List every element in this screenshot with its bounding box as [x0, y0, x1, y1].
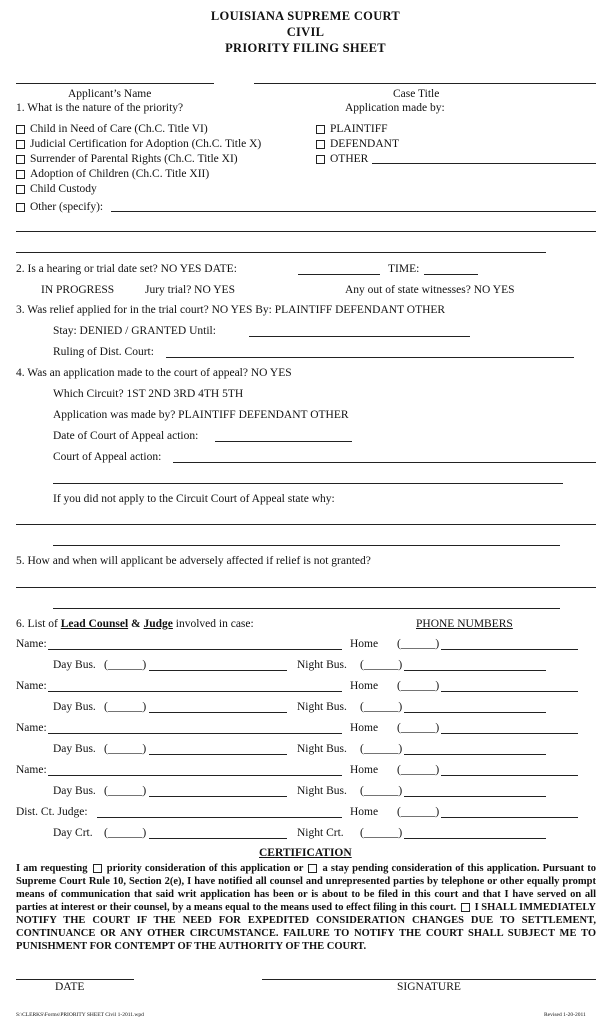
- name-label: Name:: [16, 680, 47, 692]
- other-specify-field[interactable]: [111, 211, 596, 212]
- jury-trial-question: Jury trial? NO YES: [145, 284, 235, 296]
- revision-date: Revised 1-20-2011: [544, 1012, 586, 1018]
- other-party-checkbox[interactable]: [316, 155, 325, 164]
- blank-line[interactable]: [16, 524, 596, 525]
- plaintiff-checkbox[interactable]: [316, 125, 325, 134]
- name-label: Name:: [16, 722, 47, 734]
- cert-part3: a stay pending consideration of this application. Pursuant to Supreme Court Rule 10, Section 2(e), I have notified all counsel and unrepresented parties by telephone or other equally prompt means of communication that said writ application has been or is about to be filed in this court and that I have served on all parties at interest or their counsel, by a means equal to the means used to effect filing in this court.: [16, 863, 596, 913]
- home-label: Home: [350, 806, 379, 818]
- area-code: (______): [397, 722, 440, 734]
- area-code: (______): [360, 785, 403, 797]
- home-phone-field[interactable]: [441, 775, 578, 776]
- stay-label: Stay: DENIED / GRANTED Until:: [53, 325, 216, 337]
- form-title: PRIORITY FILING SHEET: [225, 41, 386, 55]
- certification-text: [16, 862, 596, 953]
- blank-line[interactable]: [53, 608, 560, 609]
- night-bus-phone-field[interactable]: [404, 712, 546, 713]
- q3-question: 3. Was relief applied for in the trial court? NO YES By: PLAINTIFF DEFENDANT OTHER: [16, 304, 446, 316]
- blank-line[interactable]: [16, 231, 596, 232]
- option-label: Judicial Certification for Adoption (Ch.C. Title X): [30, 138, 262, 150]
- night-bus-label: Night Bus.: [297, 701, 347, 713]
- blank-line[interactable]: [53, 545, 560, 546]
- night-bus-phone-field[interactable]: [404, 796, 546, 797]
- file-path: S:\CLERKS\Forms\PRIORITY SHEET Civil 1-2011.wpd: [16, 1012, 144, 1018]
- counsel-name-field[interactable]: [48, 649, 342, 650]
- day-bus-label: Day Bus.: [53, 743, 96, 755]
- phone-numbers-heading: PHONE NUMBERS: [416, 618, 513, 630]
- q6-question: [16, 617, 254, 631]
- case-title-label: Case Title: [393, 88, 440, 100]
- notify-checkbox[interactable]: [461, 903, 470, 912]
- area-code: (______): [104, 785, 147, 797]
- area-code: (______): [360, 701, 403, 713]
- option-label: Child Custody: [30, 183, 97, 195]
- name-label: Name:: [16, 764, 47, 776]
- blank-line[interactable]: [16, 252, 546, 253]
- stay-until-field[interactable]: [249, 336, 470, 337]
- time-label: TIME:: [388, 263, 420, 275]
- area-code: (______): [360, 743, 403, 755]
- ruling-label: Ruling of Dist. Court:: [53, 346, 154, 358]
- home-label: Home: [350, 722, 379, 734]
- other-checkbox[interactable]: [16, 203, 25, 212]
- witnesses-question: Any out of state witnesses? NO YES: [345, 284, 515, 296]
- area-code: (______): [360, 827, 403, 839]
- home-phone-field[interactable]: [441, 817, 578, 818]
- applicant-name-field[interactable]: [16, 83, 214, 84]
- ruling-field[interactable]: [166, 357, 574, 358]
- night-bus-label: Night Bus.: [297, 659, 347, 671]
- judge-name-label: Dist. Ct. Judge:: [16, 806, 88, 818]
- child-custody-checkbox[interactable]: [16, 185, 25, 194]
- date-label: DATE: [55, 981, 85, 993]
- home-phone-field[interactable]: [441, 691, 578, 692]
- appeal-action-label: Court of Appeal action:: [53, 451, 162, 463]
- other-party-field[interactable]: [372, 163, 596, 164]
- q1-question: 1. What is the nature of the priority?: [16, 102, 184, 114]
- day-bus-phone-field[interactable]: [149, 796, 287, 797]
- day-bus-phone-field[interactable]: [149, 754, 287, 755]
- appeal-date-label: Date of Court of Appeal action:: [53, 430, 199, 442]
- option-label: Other (specify):: [30, 201, 104, 213]
- option-label: Child in Need of Care (Ch.C. Title VI): [30, 123, 208, 135]
- child-need-care-checkbox[interactable]: [16, 125, 25, 134]
- judicial-cert-checkbox[interactable]: [16, 140, 25, 149]
- certification-title: CERTIFICATION: [259, 847, 352, 859]
- home-label: Home: [350, 680, 379, 692]
- area-code: (______): [104, 659, 147, 671]
- home-phone-field[interactable]: [441, 649, 578, 650]
- area-code: (______): [360, 659, 403, 671]
- made-by-option: OTHER: [330, 153, 369, 165]
- day-bus-label: Day Bus.: [53, 785, 96, 797]
- cert-part4: I SHALL IMMEDIATELY NOTIFY THE COURT IF THE NEED FOR EXPEDITED CONSIDERATION CHANGES DUE TO SETTLEMENT, CONTINUANCE OR ANY OTHER CIRCUMSTANCE. FAILURE TO NOTIFY THE COURT SHALL SUBJECT ME TO PUNISHMENT FOR CONTEMPT OF THE AUTHORITY OF THE COURT.: [16, 902, 597, 952]
- night-bus-phone-field[interactable]: [404, 670, 546, 671]
- counsel-name-field[interactable]: [48, 733, 342, 734]
- day-crt-label: Day Crt.: [53, 827, 93, 839]
- option-label: Adoption of Children (Ch.C. Title XII): [30, 168, 210, 180]
- ampersand: &: [131, 618, 141, 630]
- in-progress-option[interactable]: IN PROGRESS: [41, 284, 115, 296]
- area-code: (______): [104, 743, 147, 755]
- q4-question: 4. Was an application made to the court of appeal? NO YES: [16, 367, 292, 379]
- blank-line[interactable]: [16, 587, 596, 588]
- hearing-date-field[interactable]: [298, 274, 380, 275]
- option-label: Surrender of Parental Rights (Ch.C. Title XI): [30, 153, 238, 165]
- day-crt-phone-field[interactable]: [149, 838, 287, 839]
- adoption-checkbox[interactable]: [16, 170, 25, 179]
- day-bus-label: Day Bus.: [53, 701, 96, 713]
- hearing-time-field[interactable]: [424, 274, 478, 275]
- signature-label: SIGNATURE: [397, 981, 461, 993]
- q6-prefix: 6. List of: [16, 618, 58, 630]
- case-title-field[interactable]: [254, 83, 596, 84]
- cert-part2: priority consideration of this application or: [106, 863, 304, 874]
- day-bus-label: Day Bus.: [53, 659, 96, 671]
- area-code: (______): [397, 764, 440, 776]
- night-bus-phone-field[interactable]: [404, 754, 546, 755]
- counsel-name-field[interactable]: [48, 691, 342, 692]
- home-label: Home: [350, 764, 379, 776]
- appeal-made-by: Application was made by? PLAINTIFF DEFENDANT OTHER: [53, 409, 349, 421]
- area-code: (______): [104, 827, 147, 839]
- made-by-label: Application made by:: [345, 102, 445, 114]
- blank-line[interactable]: [53, 483, 563, 484]
- day-bus-phone-field[interactable]: [149, 670, 287, 671]
- name-label: Name:: [16, 638, 47, 650]
- area-code: (______): [397, 638, 440, 650]
- lead-counsel-label: Lead Counsel: [60, 618, 129, 630]
- court-division: CIVIL: [286, 25, 325, 39]
- priority-checkbox[interactable]: [93, 864, 102, 873]
- area-code: (______): [397, 680, 440, 692]
- stay-checkbox[interactable]: [308, 864, 317, 873]
- night-crt-phone-field[interactable]: [404, 838, 546, 839]
- counsel-name-field[interactable]: [48, 775, 342, 776]
- home-label: Home: [350, 638, 379, 650]
- day-bus-phone-field[interactable]: [149, 712, 287, 713]
- surrender-rights-checkbox[interactable]: [16, 155, 25, 164]
- made-by-option: PLAINTIFF: [330, 123, 388, 135]
- q5-question: 5. How and when will applicant be adversely affected if relief is not granted?: [16, 555, 371, 567]
- circuit-options: Which Circuit? 1ST 2ND 3RD 4TH 5TH: [53, 388, 244, 400]
- appeal-action-field[interactable]: [173, 462, 596, 463]
- night-bus-label: Night Bus.: [297, 743, 347, 755]
- made-by-option: DEFENDANT: [330, 138, 399, 150]
- home-phone-field[interactable]: [441, 733, 578, 734]
- applicant-name-label: Applicant’s Name: [68, 88, 152, 100]
- defendant-checkbox[interactable]: [316, 140, 325, 149]
- area-code: (______): [397, 806, 440, 818]
- cert-part1: I am requesting: [16, 863, 88, 874]
- night-crt-label: Night Crt.: [297, 827, 344, 839]
- area-code: (______): [104, 701, 147, 713]
- court-title: LOUISIANA SUPREME COURT: [210, 9, 401, 23]
- why-not-label: If you did not apply to the Circuit Court of Appeal state why:: [53, 493, 335, 505]
- night-bus-label: Night Bus.: [297, 785, 347, 797]
- judge-label: Judge: [143, 618, 173, 630]
- q6-suffix: involved in case:: [175, 618, 254, 630]
- q2-question: 2. Is a hearing or trial date set? NO YES DATE:: [16, 263, 237, 275]
- judge-name-field[interactable]: [97, 817, 342, 818]
- appeal-date-field[interactable]: [215, 441, 352, 442]
